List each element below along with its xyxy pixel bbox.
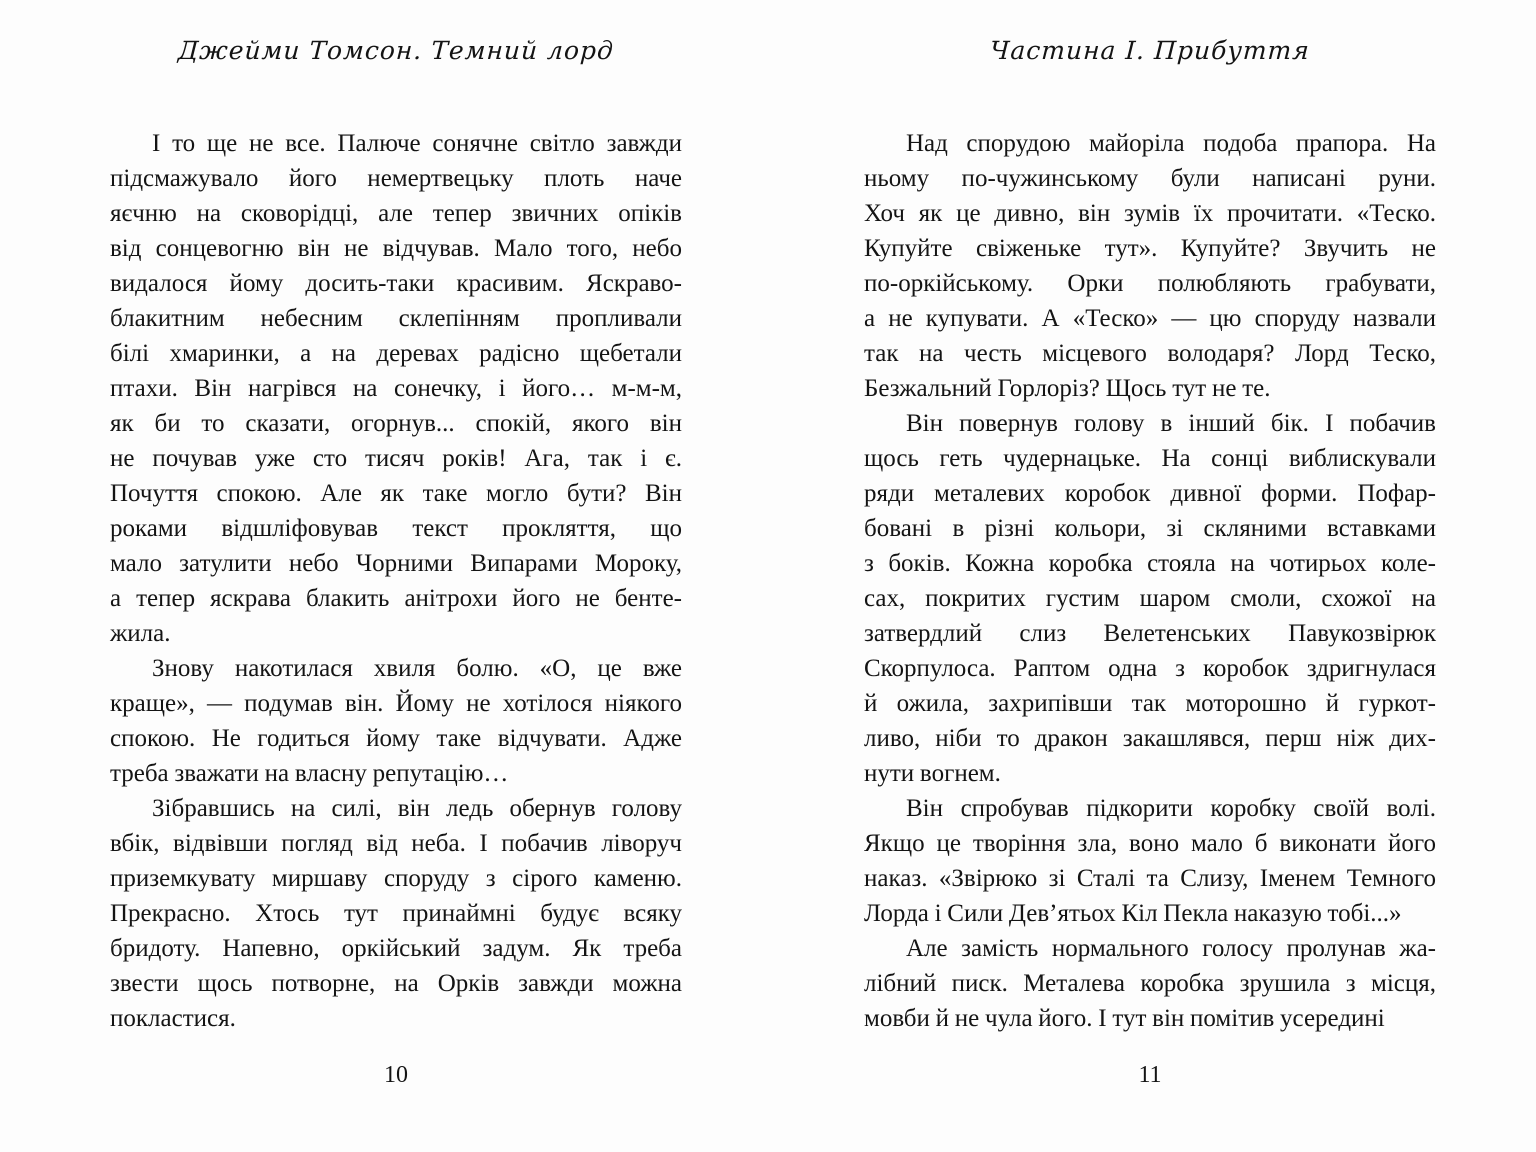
- text-line: Якщо це творіння зла, воно мало б виконати його: [864, 830, 1436, 857]
- page-number-right: 11: [1138, 1062, 1162, 1088]
- text-line: Безжальний Горлоріз? Щось тут не те.: [864, 375, 1271, 402]
- paragraph: [864, 791, 1436, 931]
- text-line: ряди металевих коробок дивної форми. Пофар-: [864, 480, 1436, 507]
- text-line: мовби й не чула його. І тут він помітив усередині: [864, 1005, 1385, 1032]
- running-header-right: Частина I. Прибуття: [989, 36, 1311, 65]
- text-line: затвердлий слиз Велетенських Павукозвірюк: [864, 620, 1436, 647]
- text-line: Він повернув голову в інший бік. І побачив: [906, 410, 1436, 437]
- text-line: ньому по-чужинському були написані руни.: [864, 165, 1436, 192]
- text-line: спокою. Не годиться йому таке відчувати. Адже: [110, 725, 682, 752]
- text-line: бридоту. Напевно, оркійський задум. Як треба: [110, 935, 682, 962]
- text-line: білі хмаринки, а на деревах радісно щебетали: [110, 340, 682, 367]
- text-line: Почуття спокою. Але як таке могло бути? Він: [110, 480, 682, 507]
- text-line: сах, покритих густим шаром смоли, схожої на: [864, 585, 1436, 612]
- paragraph: [864, 406, 1436, 791]
- text-line: а не купувати. А «Теско» — цю споруду назвали: [864, 305, 1436, 332]
- text-line: не почував уже сто тисяч років! Ага, так і є.: [110, 445, 682, 472]
- text-line: блакитним небесним склепінням пропливали: [110, 305, 682, 332]
- text-line: птахи. Він нагрівся на сонечку, і його… м-м-м,: [110, 375, 682, 402]
- text-line: видалося йому досить-таки красивим. Яскраво-: [110, 270, 682, 297]
- text-line: покластися.: [110, 1005, 236, 1032]
- text-line: як би то сказати, огорнув... спокій, якого він: [110, 410, 682, 437]
- text-line: бовані в різні кольори, зі скляними вставками: [864, 515, 1436, 542]
- text-line: так на честь місцевого володаря? Лорд Теско,: [864, 340, 1436, 367]
- text-line: з боків. Кожна коробка стояла на чотирьох коле-: [864, 550, 1436, 577]
- text-line: яєчню на сковорідці, але тепер звичних опіків: [110, 200, 682, 227]
- page-right: [864, 0, 1436, 1152]
- text-line: Знову накотилася хвиля болю. «О, це вже: [152, 655, 682, 682]
- text-line: Прекрасно. Хтось тут принаймні будує всяку: [110, 900, 682, 927]
- text-line: ливо, ніби то дракон закашлявся, перш ніж дих-: [864, 725, 1436, 752]
- text-line: приземкувату миршаву споруду з сірого каменю.: [110, 865, 682, 892]
- paragraph: [110, 651, 682, 791]
- text-line: Купуйте свіженьке тут». Купуйте? Звучить не: [864, 235, 1436, 262]
- text-line: по-оркійському. Орки полюбляють грабувати,: [864, 270, 1436, 297]
- text-line: І то ще не все. Палюче сонячне світло завжди: [152, 130, 682, 157]
- text-line: від сонцевогню він не відчував. Мало того, небо: [110, 235, 682, 262]
- text-line: вбік, відвівши погляд від неба. І побачив ліворуч: [110, 830, 682, 857]
- paragraph: [110, 126, 682, 651]
- paragraph: [864, 931, 1436, 1036]
- page-number-left: 10: [384, 1062, 408, 1088]
- text-line: Зібравшись на силі, він ледь обернув голову: [152, 795, 682, 822]
- running-header-left: Джейми Томсон. Темний лорд: [177, 36, 615, 65]
- page-body-right: [864, 126, 1436, 1036]
- text-line: жила.: [110, 620, 171, 647]
- text-line: Хоч як це дивно, він зумів їх прочитати. «Теско.: [864, 200, 1436, 227]
- paragraph: [110, 791, 682, 1036]
- text-line: Але замість нормального голосу пролунав жа-: [906, 935, 1436, 962]
- text-line: Над спорудою майоріла подоба прапора. На: [906, 130, 1436, 157]
- text-line: роками відшліфовував текст прокляття, що: [110, 515, 682, 542]
- text-line: Він спробував підкорити коробку своїй волі.: [906, 795, 1436, 822]
- text-line: щось геть чудернацьке. На сонці виблискували: [864, 445, 1436, 472]
- paragraph: [864, 126, 1436, 406]
- text-line: наказ. «Звірюко зі Сталі та Слизу, Іменем Темного: [864, 865, 1436, 892]
- text-line: краще», — подумав він. Йому не хотілося ніякого: [110, 690, 682, 717]
- page-left: [110, 0, 682, 1152]
- text-line: підсмажувало його немертвецьку плоть наче: [110, 165, 682, 192]
- text-line: лібний писк. Металева коробка зрушила з місця,: [864, 970, 1436, 997]
- text-line: звести щось потворне, на Орків завжди можна: [110, 970, 682, 997]
- text-line: Лорда і Сили Дев’ятьох Кіл Пекла наказую тобі...»: [864, 900, 1402, 927]
- text-line: нути вогнем.: [864, 760, 1001, 787]
- text-line: й ожила, захрипівши так моторошно й гуркот-: [864, 690, 1436, 717]
- page-body-left: [110, 126, 682, 1036]
- text-line: треба зважати на власну репутацію…: [110, 760, 509, 787]
- text-line: Скорпулоса. Раптом одна з коробок здригнулася: [864, 655, 1436, 682]
- text-line: мало затулити небо Чорними Випарами Мороку,: [110, 550, 682, 577]
- text-line: а тепер яскрава блакить анітрохи його не бенте-: [110, 585, 682, 612]
